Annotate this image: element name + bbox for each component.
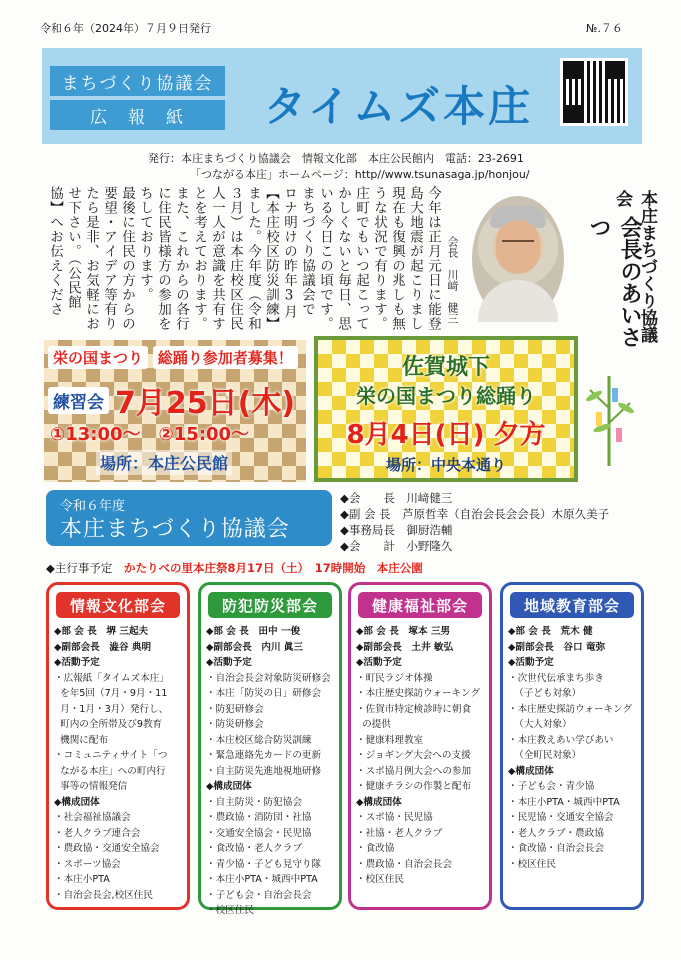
officer-line: ◆会 計 小野隆久 bbox=[340, 539, 453, 553]
department-line: ・社協・老人クラブ bbox=[356, 827, 443, 839]
masthead bbox=[42, 48, 642, 144]
council-year: 令和６年度 bbox=[60, 499, 126, 514]
greeting-column: まちづくり協議会で bbox=[299, 186, 315, 317]
practice-venue: 場所：本庄公民館 bbox=[96, 450, 232, 475]
department-lines bbox=[356, 624, 488, 888]
department-title: 健康福祉部会 bbox=[358, 592, 482, 618]
department-line: ・スポーツ協会 bbox=[54, 858, 121, 870]
department-lines bbox=[54, 624, 186, 903]
department-line: ・本庄小PTA・城西中PTA bbox=[206, 874, 318, 885]
department-line: 機関に配布 bbox=[54, 734, 109, 746]
greeting-heading-2: 会長のあいさつ bbox=[586, 216, 643, 348]
department-line: ・農政協・自治会長会 bbox=[356, 858, 452, 870]
department-line: ◆構成団体 bbox=[356, 796, 402, 808]
department-line: （大人対象） bbox=[508, 719, 572, 730]
department-line: ・スポ協・民児協 bbox=[356, 812, 433, 823]
department-line: ◆構成団体 bbox=[206, 781, 252, 792]
greeting-column: ３月）は本庄校区住民 bbox=[227, 186, 243, 331]
publisher-line-2: 「つながる本庄」ホームページ：http//www.tsunasaga.jp/honjou/ bbox=[190, 168, 530, 181]
department-line: ・交通安全協会・民児協 bbox=[206, 827, 312, 839]
department-line: ・老人クラブ・農政協 bbox=[508, 827, 604, 839]
greeting-body bbox=[42, 186, 442, 332]
department-line: ・本庄教えあい学びあい bbox=[508, 734, 614, 746]
greeting-column: 【本庄校区防災訓練】 bbox=[263, 186, 279, 331]
department-line: ◆部 会 長 堺 三起夫 bbox=[54, 626, 149, 637]
department-line: ・本庄小PTA bbox=[54, 874, 110, 885]
issue-date: 令和６年（2024年）７月９日発行 bbox=[40, 22, 211, 35]
greeting-column: せ下さい。（公民館 bbox=[65, 186, 81, 310]
department-line: ◆活動予定 bbox=[54, 657, 100, 668]
newsletter-title: タイムズ本庄 bbox=[264, 82, 534, 131]
greeting-column: 現在も復興の兆しも無 bbox=[389, 186, 405, 331]
department-line: ・緊急連絡先カードの更新 bbox=[206, 750, 322, 761]
department-line: ・健康チラシの作製と配布 bbox=[356, 781, 472, 792]
qr-code-icon[interactable] bbox=[560, 58, 628, 126]
festival-tag: 栄の国まつり 総踊り参加者募集！ bbox=[48, 346, 298, 369]
department-title: 地域教育部会 bbox=[510, 592, 634, 618]
department-line: ・自主防災先進地視地研修 bbox=[206, 765, 322, 777]
greeting-column: いる今日この頃です。 bbox=[317, 186, 333, 331]
department-line: ・農政協・消防団・社協 bbox=[206, 812, 312, 823]
department-line: の提供 bbox=[356, 719, 391, 730]
council-name: 本庄まちづくり協議会 bbox=[60, 517, 290, 542]
department-title: 情報文化部会 bbox=[56, 592, 180, 618]
greeting-column: うな状況で有ります。 bbox=[371, 186, 387, 331]
department-line: 事等の情報発信 bbox=[54, 781, 128, 792]
practice-times: ①13:00～ ②15:00～ bbox=[50, 424, 250, 445]
department-line: ◆部 会 長 荒木 健 bbox=[508, 626, 593, 637]
department-lines bbox=[206, 624, 338, 919]
department-line: ・本庄校区総合防災訓練 bbox=[206, 734, 312, 746]
greeting-column: 協】へお伝えくださ bbox=[47, 186, 63, 317]
department-line: ・老人クラブ連合会 bbox=[54, 827, 141, 839]
officer-line: ◆副 会 長 芦原哲幸（自治会長会会長）木原久美子 bbox=[340, 507, 610, 521]
department-line: ◆活動予定 bbox=[206, 657, 252, 668]
issue-number: №.７６ bbox=[586, 22, 623, 35]
department-line: （子ども対象） bbox=[508, 688, 582, 699]
department-line: ・広報紙「タイムズ本庄」 bbox=[54, 672, 169, 684]
greeting-column: とを考えております。 bbox=[191, 186, 207, 331]
festival-schedule: かたりべの里本庄祭8月17日（土） 17時開始 本庄公園 bbox=[124, 561, 423, 575]
department-line: ・本庄「防災の日」研修会 bbox=[206, 688, 322, 699]
greeting-column: 人一人が意識を共有す bbox=[209, 186, 225, 331]
department-line: ・食改協 bbox=[356, 843, 395, 854]
main-event-schedule: ◆主行事予定 かたりべの里本庄祭8月17日（土） 17時開始 本庄公園 bbox=[46, 561, 423, 575]
greeting-column: ロナ明けの昨年3月 bbox=[281, 186, 297, 319]
department-line: ◆部 会 長 田中 一俊 bbox=[206, 626, 301, 637]
department-title: 防犯防災部会 bbox=[208, 592, 332, 618]
department-line: ・ジョギング大会への支援 bbox=[356, 750, 471, 761]
greeting-column: 庄町でもいつ起こって bbox=[353, 186, 369, 331]
department-line: ・防犯研修会 bbox=[206, 703, 264, 715]
department-line: ・防災研修会 bbox=[206, 719, 264, 730]
department-line: ・スポ協月例大会への参加 bbox=[356, 765, 472, 777]
tanabata-bamboo-icon bbox=[582, 368, 636, 468]
officer-line: ◆会 長 川﨑健三 bbox=[340, 491, 453, 505]
department-line: ◆副部会長 土井 敏弘 bbox=[356, 641, 454, 653]
department-line: ◆構成団体 bbox=[508, 765, 554, 777]
department-line: 月・1月・3月）発行し、 bbox=[54, 703, 169, 715]
department-line: ・農政協・交通安全協会 bbox=[54, 843, 160, 854]
department-line: ・子ども会・自治会長会 bbox=[206, 889, 312, 901]
greeting-column: 島大地震が起こりまし bbox=[407, 186, 423, 331]
paper-label: 広 報 紙 bbox=[50, 100, 225, 130]
department-line: ・本庄歴史探訪ウォーキング bbox=[356, 688, 481, 699]
department-line: （全町民対象） bbox=[508, 750, 582, 761]
department-line: ながる本庄」への町内行 bbox=[54, 765, 166, 777]
council-name-box bbox=[46, 490, 332, 546]
department-line: ◆副部会長 谷口 竜弥 bbox=[508, 641, 606, 653]
practice-event-box bbox=[44, 340, 306, 482]
department-line: ・本庄小PTA・城西中PTA bbox=[508, 796, 620, 808]
practice-label: 練習会 bbox=[48, 387, 109, 414]
greeting-column: かしくないと毎日、思 bbox=[335, 186, 351, 331]
main-event-venue: 場所：中央本通り bbox=[385, 456, 506, 474]
greeting-column: 最後に住民の方からの bbox=[119, 186, 135, 331]
department-line: ・民児協・交通安全協会 bbox=[508, 812, 614, 823]
department-line: ・校区住民 bbox=[206, 905, 254, 916]
greeting-column: ちしております。 bbox=[137, 186, 153, 302]
department-line: ・社会福祉協議会 bbox=[54, 812, 131, 823]
org-label: まちづくり協議会 bbox=[50, 66, 225, 96]
department-line: ・健康料理教室 bbox=[356, 734, 424, 746]
department-line: ◆構成団体 bbox=[54, 796, 100, 808]
officer-line: ◆事務局長 御厨浩輔 bbox=[340, 523, 453, 537]
publisher-line-1: 発行：本庄まちづくり協議会 情報文化部 本庄公民館内 電話：23-2691 bbox=[148, 152, 524, 165]
greeting-column: ました。今年度（令和 bbox=[245, 186, 261, 331]
department-line: 町内の全所帯及び9教育 bbox=[54, 719, 163, 730]
department-line: ・自主防災・防犯協会 bbox=[206, 796, 302, 808]
department-line: ・本庄歴史探訪ウォーキング bbox=[508, 703, 633, 715]
department-line: を年5回（7月・9月・11 bbox=[54, 688, 168, 699]
main-event-date: 8月4日(日) 夕方 bbox=[346, 420, 546, 450]
department-line: ・自治会長会対象防災研修会 bbox=[206, 672, 331, 684]
greeting-author: 会長 川﨑 健三 bbox=[446, 236, 459, 324]
department-line: ◆活動予定 bbox=[508, 657, 554, 668]
department-line: ・子ども会・青少協 bbox=[508, 781, 595, 792]
main-event-box bbox=[314, 336, 578, 482]
department-line: ・青少協・子ども見守り隊 bbox=[206, 858, 322, 870]
chairman-photo bbox=[472, 196, 564, 322]
greeting-column: また、これからの各行 bbox=[173, 186, 189, 331]
department-line: ◆副部会長 内川 眞三 bbox=[206, 641, 304, 653]
department-line: ・佐賀市特定検診時に朝食 bbox=[356, 703, 472, 715]
greeting-column: たら是非、お気軽にお bbox=[83, 186, 99, 331]
greeting-column: に住民皆様方の参加を bbox=[155, 186, 171, 331]
main-event-line-1: 佐賀城下 bbox=[401, 355, 490, 380]
department-line: ・次世代伝承まち歩き bbox=[508, 672, 604, 684]
department-line: ・校区住民 bbox=[356, 874, 404, 885]
department-lines bbox=[508, 624, 640, 872]
department-line: ・町民ラジオ体操 bbox=[356, 672, 433, 684]
department-line: ・自治会長会,校区住民 bbox=[54, 889, 153, 901]
department-line: ・校区住民 bbox=[508, 858, 556, 870]
department-line: ・コミュニティサイト「つ bbox=[54, 750, 168, 761]
department-line: ・食改協・自治会長会 bbox=[508, 843, 604, 854]
department-line: ・食改協・老人クラブ bbox=[206, 843, 302, 854]
greeting-heading-1: 本庄まちづくり協議会 bbox=[612, 190, 657, 343]
council-officers bbox=[340, 490, 609, 554]
main-event-line-2: 栄の国まつり総踊り bbox=[356, 384, 536, 408]
greeting-column: 今年は正月元日に能登 bbox=[425, 186, 441, 331]
department-line: ◆活動予定 bbox=[356, 657, 402, 668]
department-line: ◆部 会 長 塚本 三男 bbox=[356, 626, 451, 637]
greeting-column: 要望・アイデア等有り bbox=[101, 186, 117, 331]
practice-date: 7月25日(木) bbox=[115, 386, 296, 421]
department-line: ◆副部会長 澁谷 典明 bbox=[54, 641, 152, 653]
